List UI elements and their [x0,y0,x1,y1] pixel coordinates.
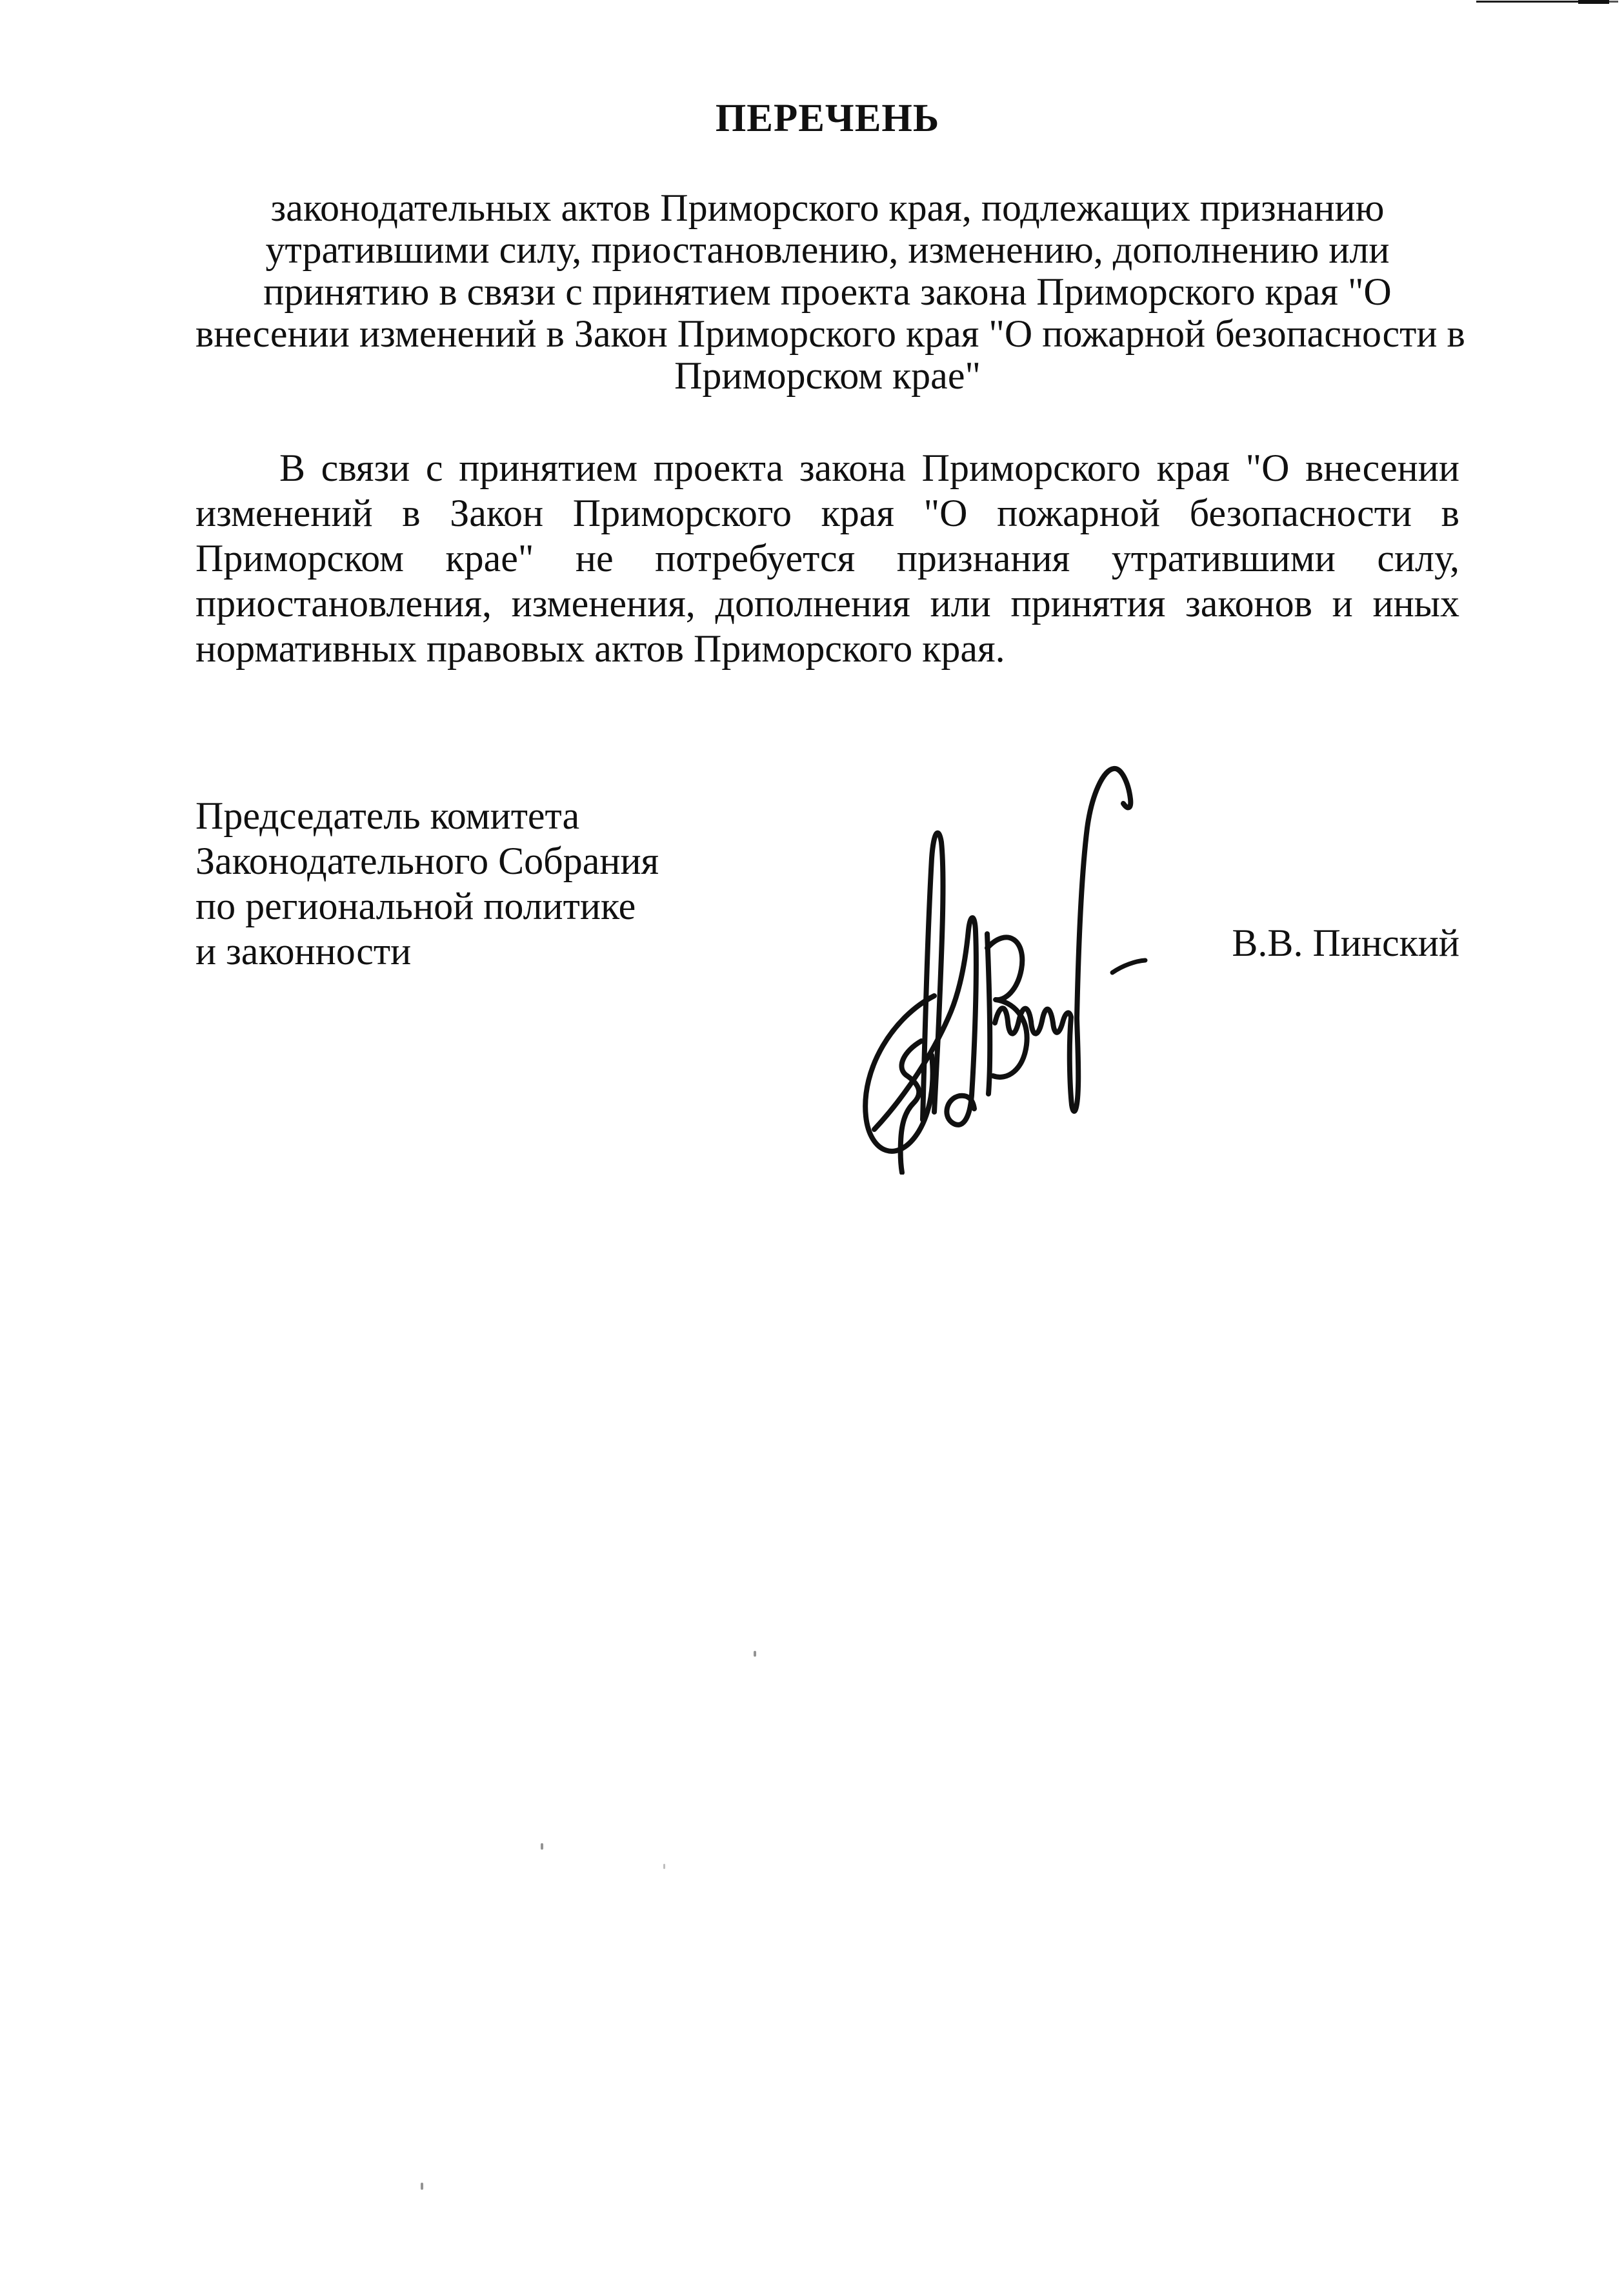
scan-artifact-blob [1578,0,1609,4]
subtitle-line: законодательных актов Приморского края, подлежащих признанию [270,187,1385,229]
scan-speck [663,1864,665,1869]
handwritten-signature-icon [858,765,1148,1175]
scan-speck [421,2183,423,2190]
body-line: В связи с принятием проекта закона Приморского края "О внесении [279,447,1459,489]
body-line: нормативных правовых актов Приморского края. [195,627,1005,670]
body-line: приостановления, изменения, дополнения или принятия законов и иных [195,582,1459,625]
signature-stroke-curl-tail [901,1041,921,1173]
scan-artifact-tail [1609,1,1618,3]
subtitle-line: Приморском крае" [674,354,981,397]
signoff-name: В.В. Пинский [1232,922,1459,964]
body-line: Приморском крае" не потребуется признания утратившими силу, [195,537,1459,580]
signoff-position-line: по региональной политике [195,885,636,927]
scan-artifact-line [1476,1,1578,3]
body-line: изменений в Закон Приморского края "О пожарной безопасности в [195,492,1459,534]
subtitle-line: принятию в связи с принятием проекта закона Приморского края "О [263,270,1392,313]
signoff-position-line: Законодательного Собрания [195,840,659,882]
subtitle-line: внесении изменений в Закон Приморского края "О пожарной безопасности в [195,312,1465,355]
scan-speck [541,1843,543,1850]
signoff-position-line: Председатель комитета [195,794,580,837]
document-subtitle [195,187,1465,397]
signature-stroke-dash [1112,960,1145,973]
subtitle-line: утратившими силу, приостановлению, изменению, дополнению или [265,228,1390,271]
signature-stroke-letter-stem [987,934,990,1094]
signoff-position-line: и законности [195,930,412,973]
document-title: ПЕРЕЧЕНЬ [715,97,940,140]
signature-stroke-letter-bellies [987,937,1027,1076]
body-paragraph [195,445,1459,671]
scan-speck [754,1651,756,1657]
